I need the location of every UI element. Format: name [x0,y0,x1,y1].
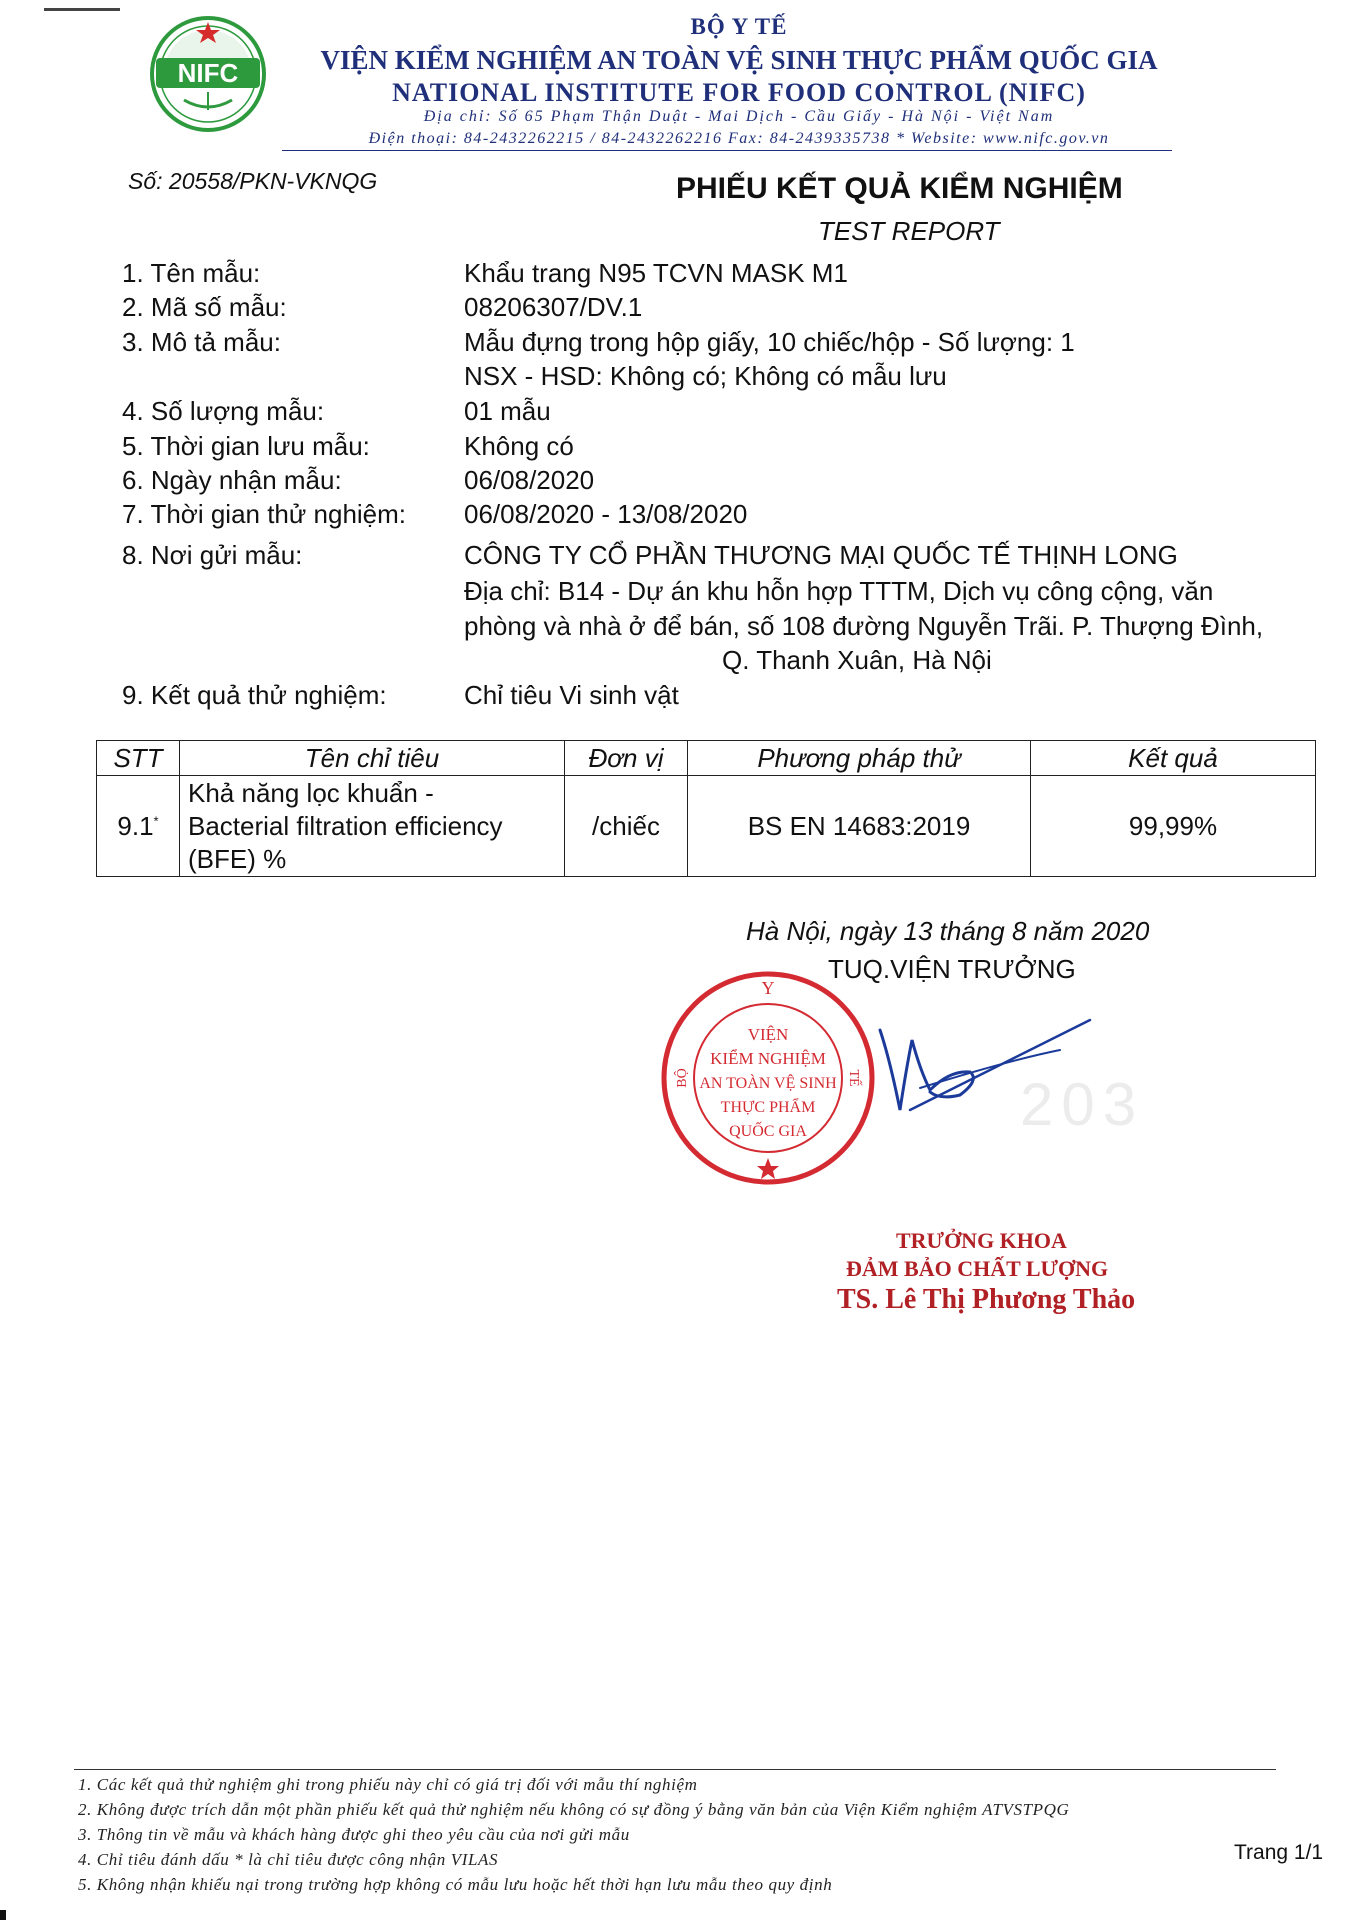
page-number: Trang 1/1 [1234,1841,1324,1864]
sender-label: 8. Nơi gửi mẫu: [122,540,303,570]
row-stt-value: 9.1 [117,810,154,841]
official-stamp [658,968,878,1188]
col-method-header: Phương pháp thử [688,741,1031,776]
row-method: BS EN 14683:2019 [688,776,1031,877]
sample-desc-value: Mẫu đựng trong hộp giấy, 10 chiếc/hộp - Số lượng: 1 [464,327,1075,357]
document-subtitle: TEST REPORT [818,216,1000,246]
footer-note-4: 4. Chỉ tiêu đánh dấu * là chỉ tiêu được công nhận VILAS [78,1850,499,1869]
result-label: 9. Kết quả thử nghiệm: [122,680,387,710]
footer-note-5: 5. Không nhận khiếu nại trong trường hợp không có mẫu lưu hoặc hết thời hạn lưu mẫu theo quy định [78,1875,833,1894]
logo-text: NIFC [177,58,239,88]
place-date: Hà Nội, ngày 13 tháng 8 năm 2020 [746,916,1150,946]
col-stt-header: STT [97,741,180,776]
results-table [96,740,1316,877]
row-unit: /chiếc [565,776,688,877]
department-title-1: TRƯỞNG KHOA [896,1228,1067,1253]
sample-code-value: 08206307/DV.1 [464,292,643,322]
stamp-top-letter: Y [761,978,775,998]
sample-name-value: Khẩu trang N95 TCVN MASK M1 [464,258,848,288]
sample-code-label: 2. Mã số mẫu: [122,292,287,322]
row-indicator [180,776,565,877]
footer-note-3: 3. Thông tin về mẫu và khách hàng được ghi theo yêu cầu của nơi gửi mẫu [78,1825,630,1844]
result-value: Chỉ tiêu Vi sinh vật [464,680,679,710]
retention-label: 5. Thời gian lưu mẫu: [122,431,370,461]
sender-company: CÔNG TY CỔ PHẦN THƯƠNG MẠI QUỐC TẾ THỊNH LONG [464,540,1178,570]
row-result: 99,99% [1031,776,1316,877]
scan-corner-mark [0,1910,6,1920]
sample-desc-label: 3. Mô tả mẫu: [122,327,281,357]
vilas-mark: * [153,812,159,828]
stamp-star-icon [757,1158,779,1179]
sample-name-label: 1. Tên mẫu: [122,258,261,288]
quantity-label: 4. Số lượng mẫu: [122,396,325,426]
department-title-2: ĐẢM BẢO CHẤT LƯỢNG [846,1256,1109,1281]
received-date-value: 06/08/2020 [464,465,595,495]
faint-watermark: 203 [1020,1071,1145,1138]
stamp-side-left: BỘ [675,1068,690,1088]
stamp-line-3: AN TOÀN VỆ SINH [699,1075,837,1092]
header-rule [282,150,1172,151]
quantity-value: 01 mẫu [464,396,551,426]
table-header-row [97,741,1316,776]
indicator-line-3: (BFE) % [188,843,287,874]
sender-address-1: Địa chỉ: B14 - Dự án khu hỗn hợp TTTM, Dịch vụ công cộng, văn [464,576,1214,606]
stamp-line-5: QUỐC GIA [729,1123,807,1140]
col-unit-header: Đơn vị [565,741,688,776]
institute-contact: Điện thoại: 84-2432262215 / 84-2432262216 Fax: 84-2439335738 * Website: www.nifc.gov.vn [368,130,1110,147]
col-name-header: Tên chỉ tiêu [180,741,565,776]
document-number: Số: 20558/PKN-VKNQG [128,168,378,194]
stamp-line-4: THỰC PHẨM [720,1099,816,1116]
scan-edge-mark [44,8,120,11]
signer-name: TS. Lê Thị Phương Thảo [837,1284,1136,1315]
stamp-line-1: VIỆN [747,1025,789,1044]
sender-address-2: phòng và nhà ở để bán, số 108 đường Nguyễn Trãi. P. Thượng Đình, [464,611,1264,641]
test-period-label: 7. Thời gian thử nghiệm: [122,499,407,529]
row-stt [97,776,180,877]
stamp-side-right: TẾ [846,1069,861,1087]
institute-address: Địa chỉ: Số 65 Phạm Thận Duật - Mai Dịch - Cầu Giấy - Hà Nội - Việt Nam [423,108,1055,125]
footer-note-1: 1. Các kết quả thử nghiệm ghi trong phiếu này chỉ có giá trị đối với mẫu thí nghiệm [78,1775,698,1794]
indicator-line-2: Bacterial filtration efficiency [188,810,503,841]
handwritten-signature [860,1000,1100,1130]
signer-position: TUQ.VIỆN TRƯỞNG [828,954,1076,984]
retention-value: Không có [464,431,574,461]
test-period-value: 06/08/2020 - 13/08/2020 [464,499,748,529]
institute-name-en: NATIONAL INSTITUTE FOR FOOD CONTROL (NIFC) [392,78,1086,107]
stamp-line-2: KIỂM NGHIỆM [710,1049,826,1068]
sender-address-3: Q. Thanh Xuân, Hà Nội [722,645,992,675]
footer-rule [74,1769,1276,1770]
indicator-line-1: Khả năng lọc khuẩn - [188,777,434,808]
document-title: PHIẾU KẾT QUẢ KIỂM NGHIỆM [676,172,1123,205]
received-date-label: 6. Ngày nhận mẫu: [122,465,342,495]
footer-note-2: 2. Không được trích dẫn một phần phiếu kết quả thử nghiệm nếu không có sự đồng ý bằng văn bản của Viện Kiểm nghiệm ATVSTPQG [78,1800,1070,1819]
table-row [97,776,1316,877]
ministry-name: BỘ Y TẾ [690,14,788,39]
col-result-header: Kết quả [1031,741,1316,776]
sample-desc-value-2: NSX - HSD: Không có; Không có mẫu lưu [464,361,947,391]
institute-name-vn: VIỆN KIỂM NGHIỆM AN TOÀN VỆ SINH THỰC PHẨM QUỐC GIA [320,45,1158,75]
